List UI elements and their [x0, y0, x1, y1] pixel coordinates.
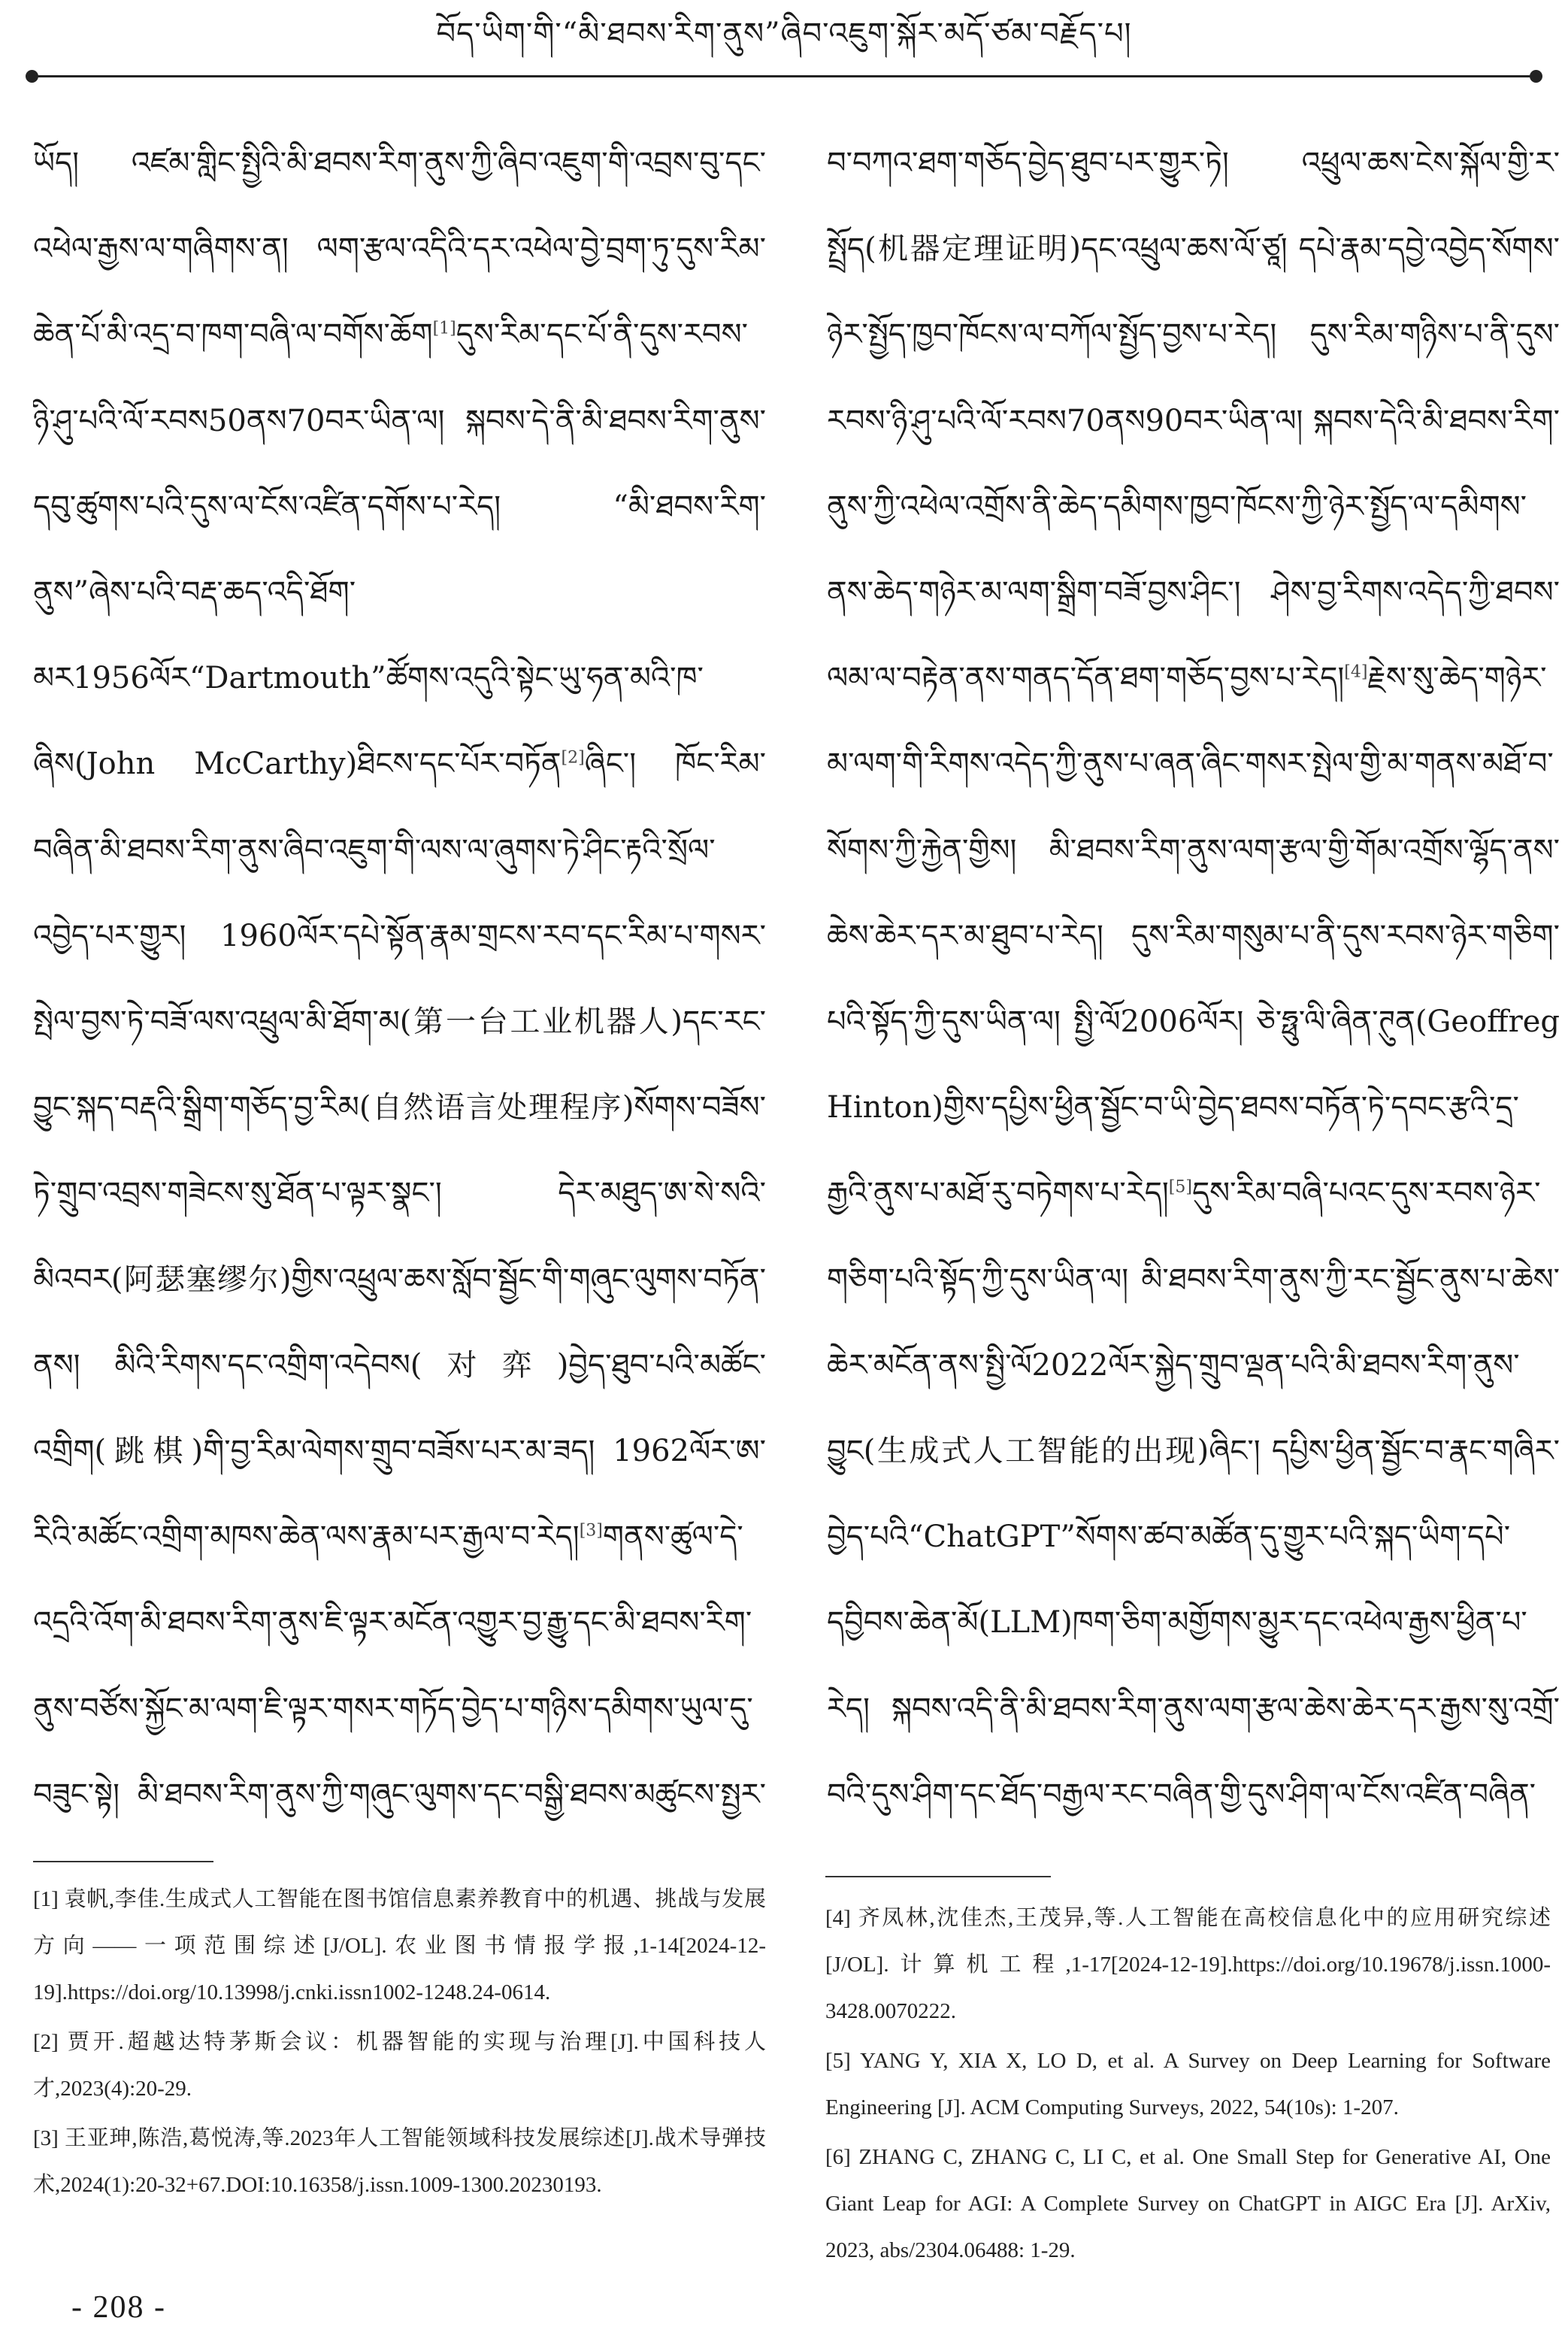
- body-column-right: [827, 120, 1560, 1835]
- footnote-3: [3] 王亚珅,陈浩,葛悦涛,等.2023年人工智能领域科技发展综述[J].战术导弹技术,2024(1):20-32+67.DOI:10.16358/j.issn.1009-1300.20230193.: [33, 2126, 766, 2197]
- footnote-1: [1] 袁帆,李佳.生成式人工智能在图书馆信息素养教育中的机遇、挑战与发展方向——一项范围综述[J/OL].农业图书情报学报,1-14[2024-12-19].https://doi.org/10.13998/j.cnki.issn1002-1248.24-0614.: [33, 1887, 766, 2004]
- text-run: གནས་ཚུལ་དེ་འདྲའི་འོག་མི་ཐབས་རིག་ནུས་ཇི་ལྟར་མངོན་འགྱུར་བྱ་རྒྱུ་དང་མི་ཐབས་རིག་ནུས་བཙོས་སྐྱོང་མ་ལག་ཇི་ལྟར་གསར་གཏོད་བྱེད་པ་གཉིས་དམིགས་ཡུལ་དུ་བཟུང་སྟེ། མི་ཐབས་རིག་ནུས་ཀྱི་གཞུང་ལུགས་དང་བསྒྱི་ཐབས་མཚུངས་སྤྱར་: [33, 1519, 766, 1812]
- footnote-4: [4] 齐凤林,沈佳杰,王茂异,等.人工智能在高校信息化中的应用研究综述[J/OL].计算机工程,1-17[2024-12-19].https://doi.org/10.19678/j.issn.1000-3428.0070222.: [825, 1906, 1551, 2023]
- body-column-left: [33, 120, 766, 1835]
- text-run: ཞིང་། ཁོང་རིམ་བཞིན་མི་ཐབས་རིག་ནུས་ཞིབ་འཇུག་གི་ལས་ལ་ཞུགས་ཏེ་ཤིང་རྟའི་སྲོལ་འབྱེད་པར་གྱུར། 1960ལོར་དཔེ་སྟོན་རྣམ་གྲངས་རབ་དང་རིམ་པ་གསར་སྤེལ་བྱས་ཏེ་བཟོ་ལས་འཕྲུལ་མི་ཐོག་མ(第一台工业机器人)དང་རང་བྱུང་སྐད་བརྡའི་སྒྲིག་གཅོད་བྱ་རིམ(自然语言处理程序)སོགས་བཟོས་ཏེ་གྲུབ་འབྲས་གཟེངས་སུ་ཐོན་པ་ལྟར་སྣང་། དེར་མཐུད་ཨ་སེ་སའི་མིའབར(阿瑟塞缪尔)གྱིས་འཕྲུལ་ཆས་སློབ་སྦྱོང་གི་གཞུང་ལུགས་བཏོན་ནས། མིའི་རིགས་དང་འགྲིག་འདེབས(对弈)བྱེད་ཐུབ་པའི་མཚོང་འགྲིག(跳棋)གི་བྱ་རིམ་ལེགས་གྲུབ་བཟོས་པར་མ་ཟད། 1962ལོར་ཨ་རིའི་མཚོང་འགྲིག་མཁས་ཆེན་ལས་རྣམ་པར་རྒྱལ་བ་རེད།: [33, 747, 766, 1555]
- footnote-2: [2] 贾开.超越达特茅斯会议：机器智能的实现与治理[J].中国科技人才,2023(4):20-29.: [33, 2030, 766, 2101]
- header-rule: [29, 75, 1539, 77]
- footnote-rule-right: [825, 1876, 1051, 1877]
- paragraph-left: [33, 120, 766, 1835]
- citation-marker: [4]: [1344, 662, 1368, 682]
- footnote-5: [5] YANG Y, XIA X, LO D, et al. A Survey on Deep Learning for Software Engineering [J]. ACM Computing Surveys, 2022, 54(10s): 1-207.: [825, 2049, 1551, 2119]
- citation-marker: [5]: [1168, 1178, 1192, 1198]
- footnotes-left: [33, 1876, 766, 2211]
- paragraph-right: [827, 120, 1560, 1835]
- text-run: དུས་རིམ་བཞི་པའང་དུས་རབས་ཉེར་གཅིག་པའི་སྟོད་ཀྱི་དུས་ཡིན་ལ། མི་ཐབས་རིག་ནུས་ཀྱི་རང་སྦྱོང་ནུས་པ་ཆེས་ཆེར་མངོན་ནས་སྤྱི་ལོ2022ལོར་སྐྱེད་གྲུབ་ལྡན་པའི་མི་ཐབས་རིག་ནུས་བྱུང(生成式人工智能的出现)ཞིང་། དཔྱིས་ཕྱིན་སྦྱོང་བ་རྣང་གཞིར་བྱེད་པའི“ChatGPT”སོགས་ཚབ་མཚོན་དུ་གྱུར་པའི་སྐད་ཡིག་དཔེ་དབྱིབས་ཆེན་མོ(LLM)ཁག་ཅིག་མགྱོགས་མྱུར་དང་འཕེལ་རྒྱས་ཕྱིན་པ་རེད། སྐབས་འདི་ནི་མི་ཐབས་རིག་ནུས་ལག་རྩལ་ཆེས་ཆེར་དར་རྒྱས་སུ་འགྲོ་བའི་དུས་ཤིག་དང་ཐོད་བརྒྱལ་རང་བཞིན་གྱི་དུས་ཤིག་ལ་ངོས་འཛིན་བཞིན་: [827, 1176, 1560, 1812]
- rule-end-dot-left: [26, 70, 38, 83]
- footnote-rule-left: [33, 1861, 213, 1862]
- text-run: དུས་རིམ་དང་པོ་ནི་དུས་རབས་ཉི་ཤུ་པའི་ལོ་རབས50ནས70བར་ཡིན་ལ། སྐབས་དེ་ནི་མི་ཐབས་རིག་ནུས་དབུ་ཚུགས་པའི་དུས་ལ་ངོས་འཛིན་དགོས་པ་རེད། “མི་ཐབས་རིག་ནུས”ཞེས་པའི་བརྡ་ཆད་འདི་ཐོག་མར1956ལོར“Dartmouth”ཚོགས་འདུའི་སྟེང་ཡུ་ཧན་མའི་ཁ་ཞིས(John McCarthy)ཐིངས་དང་པོར་བཏོན: [33, 317, 766, 782]
- citation-marker: [3]: [579, 1521, 603, 1541]
- footnote-6: [6] ZHANG C, ZHANG C, LI C, et al. One Small Step for Generative AI, One Giant Leap for AGI: A Complete Survey on ChatGPT in AIGC Era [J]. ArXiv, 2023, abs/2304.06488: 1-29.: [825, 2145, 1551, 2262]
- text-run: རྗེས་སུ་ཆེད་གཉེར་མ་ལག་གི་རིགས་འདེད་ཀྱི་ནུས་པ་ཞན་ཞིང་གསར་སྤེལ་གྱི་མ་གནས་མཐོ་བ་སོགས་ཀྱི་རྐྱེན་གྱིས། མི་ཐབས་རིག་ནུས་ལག་རྩལ་གྱི་གོམ་འགྲོས་ལྷོད་ནས་ཆེས་ཆེར་དར་མ་ཐུབ་པ་རེད། དུས་རིམ་གསུམ་པ་ནི་དུས་རབས་ཉེར་གཅིག་པའི་སྟོད་ཀྱི་དུས་ཡིན་ལ། སྤྱི་ལོ2006ལོར། ཅེ་ཧྥུ་ལི་ཞིན་ཊུན(Geoffreg Hinton)གྱིས་དཔྱིས་ཕྱིན་སྦྱོང་བ་ཡི་བྱེད་ཐབས་བཏོན་ཏེ་དབང་རྩའི་དྲ་རྒྱའི་ནུས་པ་མཐོ་རུ་བཏེགས་པ་རེད།: [827, 661, 1560, 1211]
- footnotes-right: [825, 1895, 1551, 2277]
- text-run: ཡོད། འཛམ་གླིང་སྤྱིའི་མི་ཐབས་རིག་ནུས་ཀྱི་ཞིབ་འཇུག་གི་འབྲས་བུ་དང་འཕེལ་རྒྱས་ལ་གཞིགས་ན། ལག་རྩལ་འདིའི་དར་འཕེལ་བྱེ་བྲག་ཏུ་དུས་རིམ་ཆེན་པོ་མི་འདྲ་བ་ཁག་བཞི་ལ་བགོས་ཆོག: [33, 146, 766, 353]
- page-number: - 208 -: [71, 2290, 166, 2325]
- rule-end-dot-right: [1530, 70, 1542, 83]
- text-run: བ་བཀའ་ཐག་གཅོད་བྱེད་ཐུབ་པར་གྱུར་ཏེ། འཕྲུལ་ཆས་ངེས་སྐོལ་གྱི་ར་སྤྲོད(机器定理证明)དང་འཕྲུལ་ཆས་ལོ་ཙཱ། དཔེ་རྣམ་དབྱེ་འབྱེད་སོགས་ཉེར་སྤྱོད་ཁྱབ་ཁོངས་ལ་བཀོལ་སྤྱོད་བྱས་པ་རེད། དུས་རིམ་གཉིས་པ་ནི་དུས་རབས་ཉི་ཤུ་པའི་ལོ་རབས70ནས90བར་ཡིན་ལ། སྐབས་དེའི་མི་ཐབས་རིག་ནུས་ཀྱི་འཕེལ་འགྲོས་ནི་ཆེད་དམིགས་ཁྱབ་ཁོངས་ཀྱི་ཉེར་སྤྱོད་ལ་དམིགས་ནས་ཆེད་གཉེར་མ་ལག་སྒྲིག་བཟོ་བྱས་ཤིང་། ཤེས་བྱ་རིགས་འདེད་ཀྱི་ཐབས་ལམ་ལ་བརྟེན་ནས་གནད་དོན་ཐག་གཅོད་བྱས་པ་རེད།: [827, 146, 1560, 696]
- citation-marker: [2]: [561, 749, 585, 768]
- running-header: བོད་ཡིག་གི་“མི་ཐབས་རིག་ནུས”ཞིབ་འཇུག་སྐོར་མདོ་ཙམ་བརྗོད་པ།: [436, 17, 1132, 51]
- citation-marker: [1]: [432, 320, 456, 339]
